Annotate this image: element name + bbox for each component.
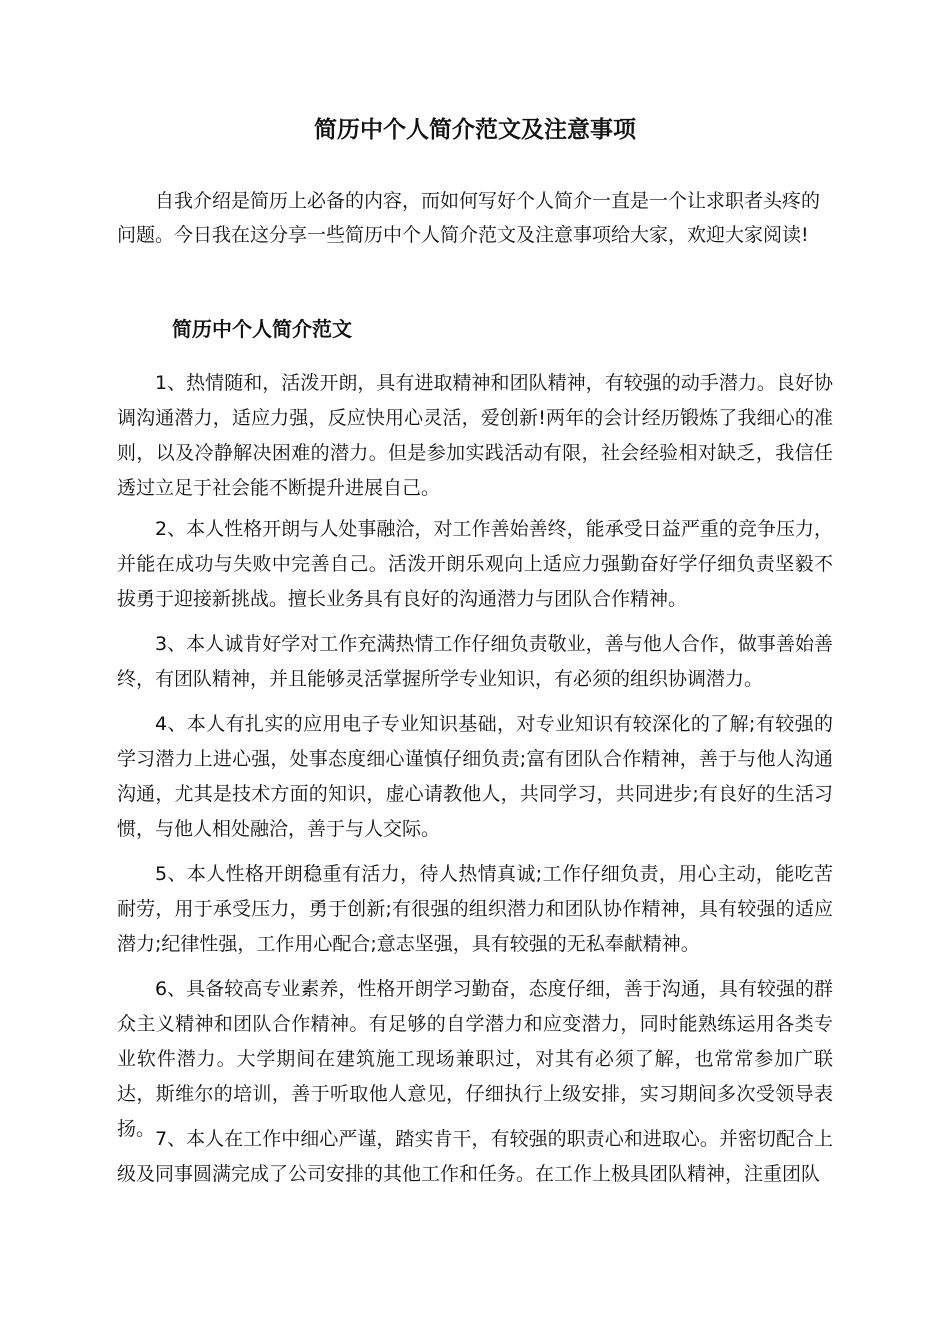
- section-heading: 简历中个人简介范文: [172, 317, 352, 341]
- paragraph-4: 4、本人有扎实的应用电子专业知识基础，对专业知识有较深化的了解;有较强的学习潜力上进心强，处事态度细心谨慎仔细负责;富有团队合作精神，善于与他人沟通沟通，尤其是技术方面的知识，虚心请教他人，共同学习，共同进步;有良好的生活习惯，与他人相处融洽，善于与人交际。: [117, 713, 833, 840]
- paragraph-5: 5、本人性格开朗稳重有活力，待人热情真诚;工作仔细负责，用心主动，能吃苦耐劳，用于承受压力，勇于创新;有很强的组织潜力和团队协作精神，具有较强的适应潜力;纪律性强，工作用心配合;意志坚强，具有较强的无私奉献精神。: [117, 863, 833, 955]
- paragraph-6: 6、具备较高专业素养，性格开朗学习勤奋，态度仔细，善于沟通，具有较强的群众主义精神和团队合作精神。有足够的自学潜力和应变潜力，同时能熟练运用各类专业软件潜力。大学期间在建筑施工现场兼职过，对其有必须了解，也常常参加广联达，斯维尔的培训，善于听取他人意见，仔细执行上级安排，实习期间多次受领导表扬。: [117, 978, 833, 1140]
- paragraph-2: 2、本人性格开朗与人处事融洽，对工作善始善终，能承受日益严重的竞争压力，并能在成功与失败中完善自己。活泼开朗乐观向上适应力强勤奋好学仔细负责坚毅不拔勇于迎接新挑战。擅长业务具有良好的沟通潜力与团队合作精神。: [117, 518, 833, 610]
- paragraph-7: 7、本人在工作中细心严谨，踏实肯干，有较强的职责心和进取心。并密切配合上级及同事圆满完成了公司安排的其他工作和任务。在工作上极具团队精神，注重团队: [117, 1128, 833, 1185]
- paragraph-3: 3、本人诚肯好学对工作充满热情工作仔细负责敬业，善与他人合作，做事善始善终，有团队精神，并且能够灵活掌握所学专业知识，有必须的组织协调潜力。: [117, 633, 833, 690]
- intro-paragraph: 自我介绍是简历上必备的内容，而如何写好个人简介一直是一个让求职者头疼的问题。今日我在这分享一些简历中个人简介范文及注意事项给大家，欢迎大家阅读!: [117, 190, 821, 246]
- paragraph-1: 1、热情随和，活泼开朗，具有进取精神和团队精神，有较强的动手潜力。良好协调沟通潜力，适应力强，反应快用心灵活，爱创新!两年的会计经历锻炼了我细心的准则，以及冷静解决困难的潜力。但是参加实践活动有限，社会经验相对缺乏，我信任透过立足于社会能不断提升进展自己。: [117, 372, 833, 499]
- document-title: 简历中个人简介范文及注意事项: [314, 117, 636, 143]
